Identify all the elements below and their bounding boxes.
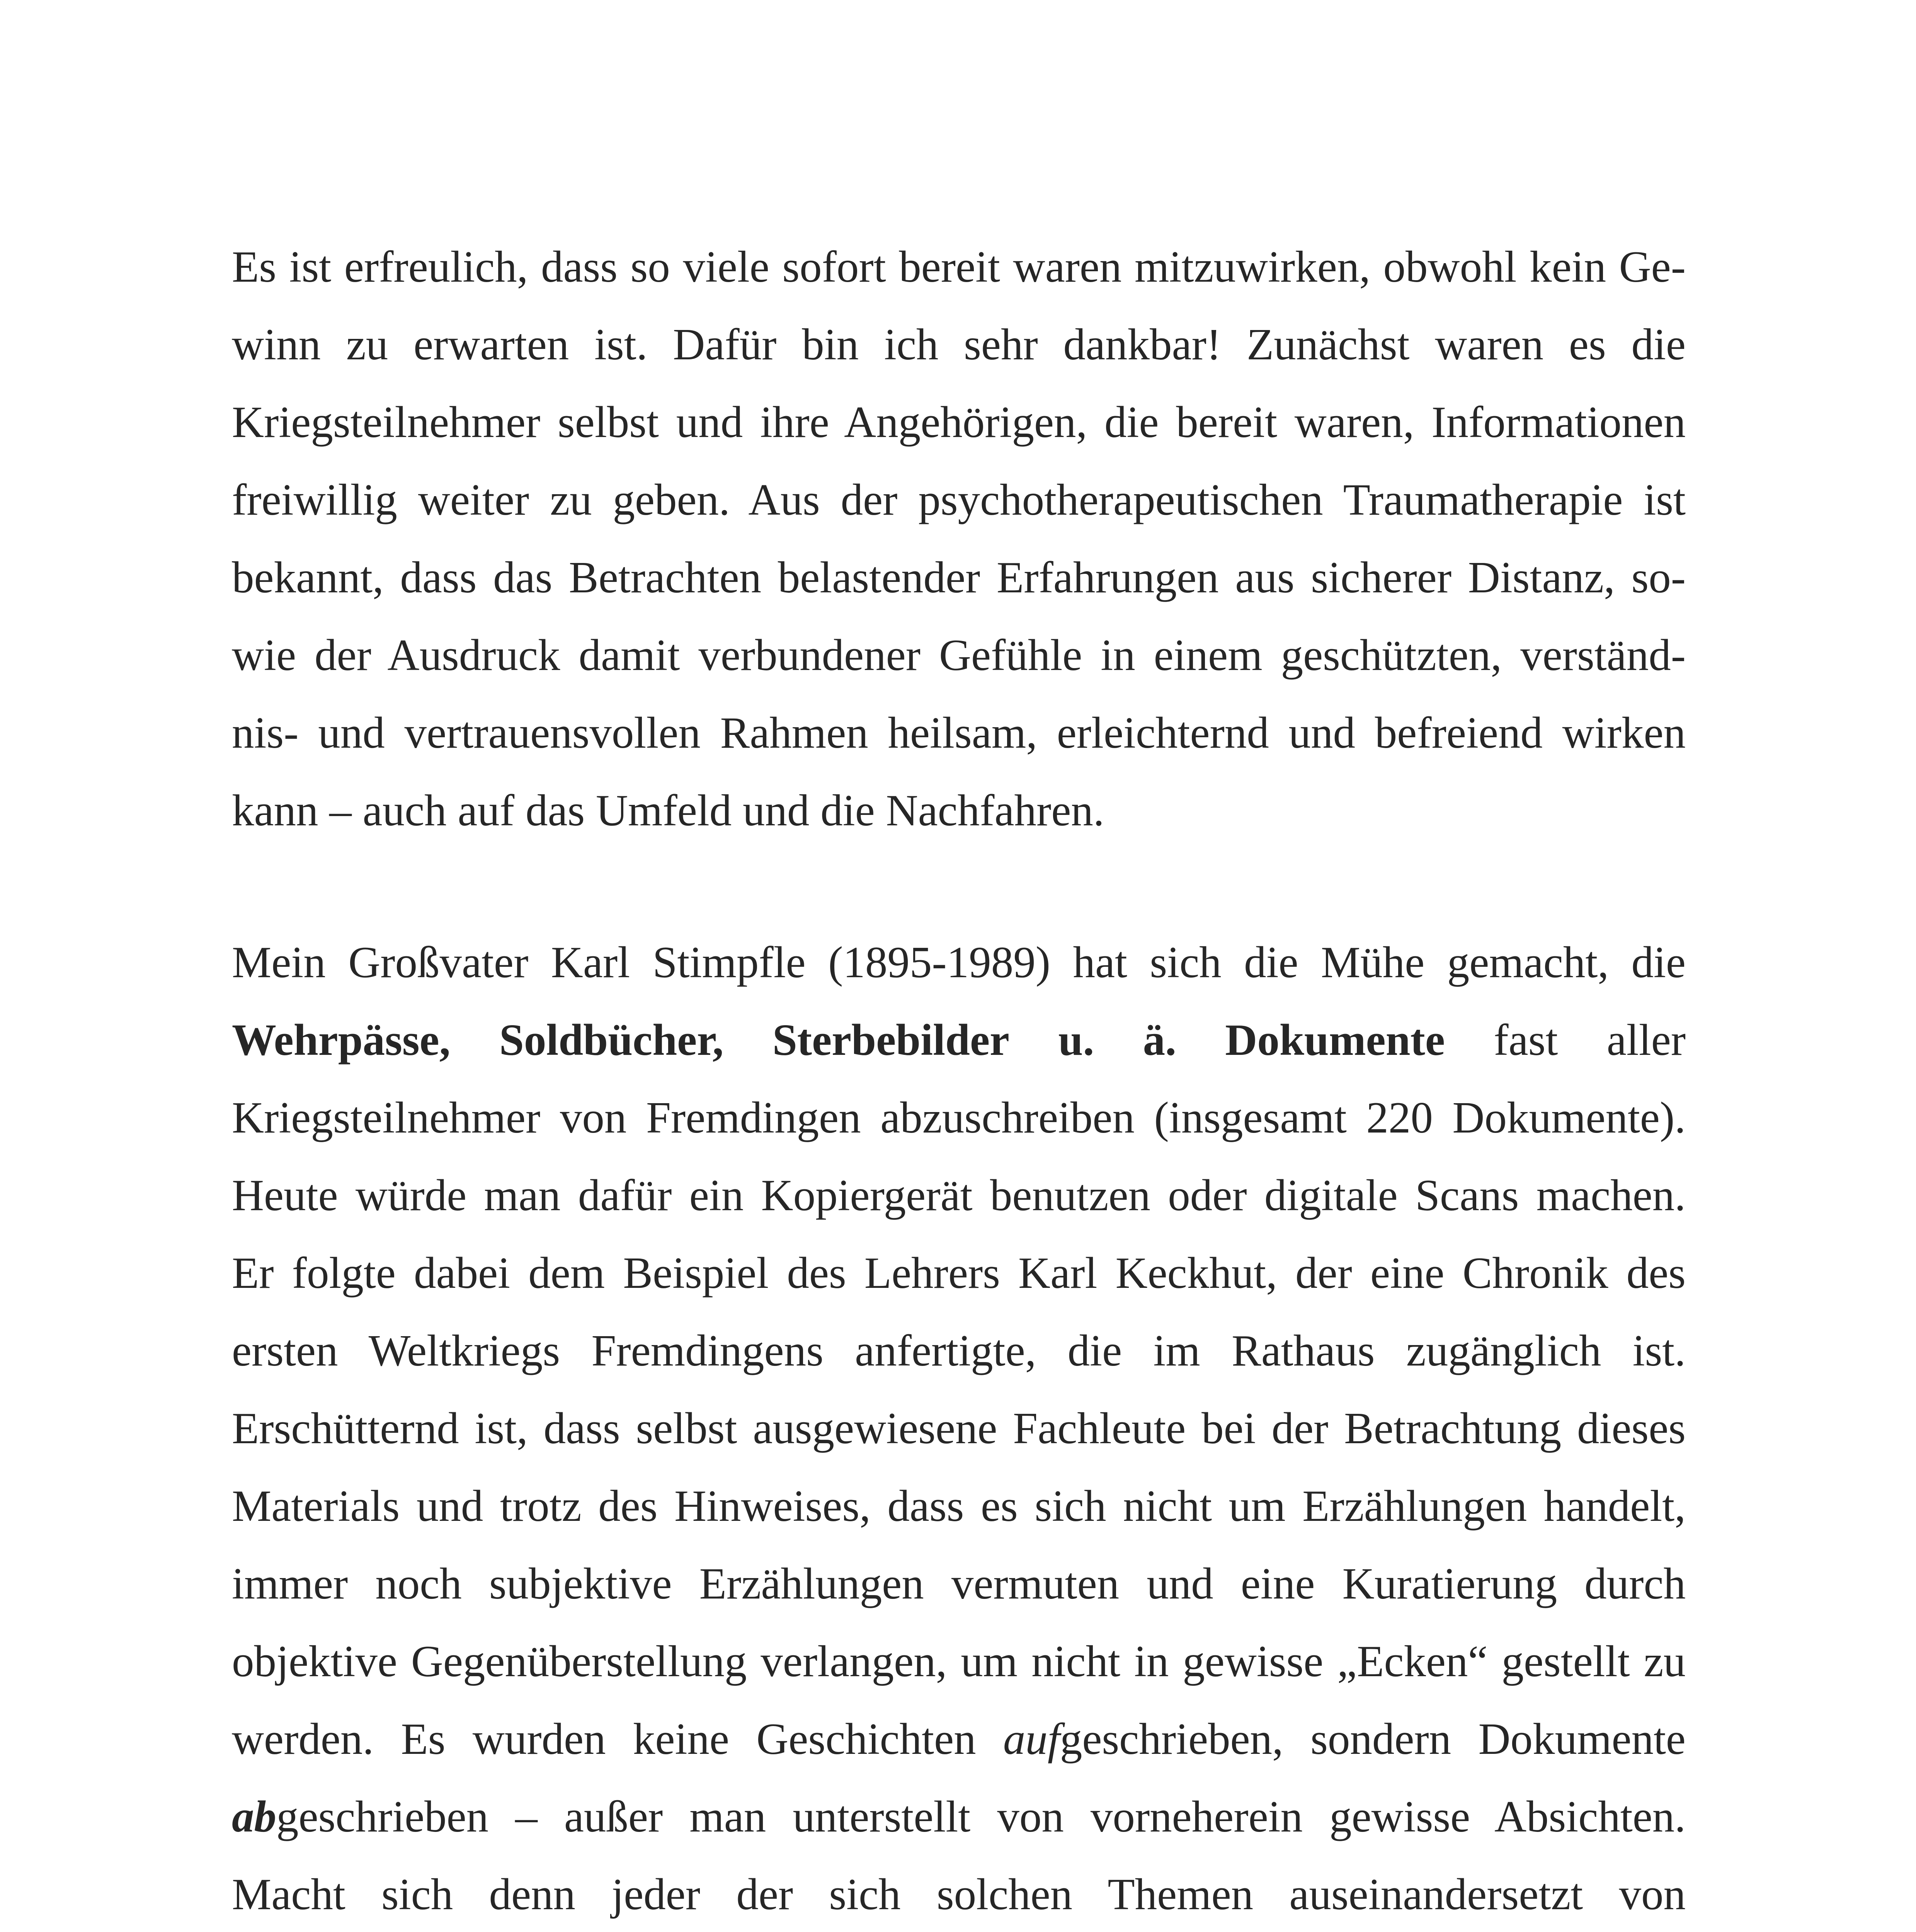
paragraph-2: [232, 923, 1686, 1932]
text-line: freiwillig weiter zu geben. Aus der psychotherapeutischen Traumatherapie ist: [232, 475, 1686, 524]
text-line: Mein Großvater Karl Stimpfle (1895-1989) hat sich die Mühe gemacht, die: [232, 938, 1686, 987]
bold-term: ä.: [1143, 1015, 1176, 1065]
bold-term: Wehrpässe,: [232, 1015, 451, 1065]
bold-italic-emphasis: ab: [232, 1792, 276, 1841]
text-run: geschrieben – außer man unterstellt von vorneherein gewisse Absichten.: [276, 1792, 1686, 1841]
text-line: Er folgte dabei dem Beispiel des Lehrers Karl Keckhut, der eine Chronik des: [232, 1248, 1686, 1298]
text-line-bold-documents: [232, 1001, 1686, 1079]
text-line: Es ist erfreulich, dass so viele sofort bereit waren mitzuwirken, obwohl kein Ge-: [232, 242, 1686, 291]
text-line: Kriegsteilnehmer selbst und ihre Angehörigen, die bereit waren, Informationen: [232, 398, 1686, 447]
bold-term: u.: [1058, 1015, 1094, 1065]
text-line: Materials und trotz des Hinweises, dass es sich nicht um Erzählungen handelt,: [232, 1481, 1686, 1531]
word: aller: [1606, 1015, 1686, 1065]
text-line: Erschütternd ist, dass selbst ausgewiesene Fachleute bei der Betrachtung dieses: [232, 1404, 1686, 1453]
text-run: geschrieben, sondern Dokumente: [1060, 1714, 1686, 1764]
italic-emphasis: auf: [1003, 1714, 1060, 1764]
text-line: ersten Weltkriegs Fremdingens anfertigte, die im Rathaus zugänglich ist.: [232, 1326, 1686, 1375]
bold-term: Dokumente: [1225, 1015, 1445, 1065]
paragraph-1: [232, 228, 1686, 849]
bold-term: Sterbebilder: [772, 1015, 1010, 1065]
word: fast: [1494, 1015, 1558, 1065]
text-line-bold-ab: [232, 1778, 1686, 1855]
text-line: Kriegsteilnehmer von Fremdingen abzuschreiben (insgesamt 220 Dokumente).: [232, 1093, 1686, 1142]
bold-term: Soldbücher,: [499, 1015, 724, 1065]
text-line: wie der Ausdruck damit verbundener Gefühle in einem geschützten, verständ-: [232, 631, 1686, 680]
text-run: werden. Es wurden keine Geschichten: [232, 1714, 1003, 1764]
text-line: objektive Gegenüberstellung verlangen, um nicht in gewisse „Ecken“ gestellt zu: [232, 1637, 1686, 1686]
text-line: bekannt, dass das Betrachten belastender Erfahrungen aus sicherer Distanz, so-: [232, 553, 1686, 602]
text-line-italic-auf: [232, 1700, 1686, 1778]
text-line: kann – auch auf das Umfeld und die Nachfahren.: [232, 786, 1104, 835]
text-line: Heute würde man dafür ein Kopiergerät benutzen oder digitale Scans machen.: [232, 1171, 1686, 1220]
text-line: winn zu erwarten ist. Dafür bin ich sehr dankbar! Zunächst waren es die: [232, 320, 1686, 369]
text-line: nis- und vertrauensvollen Rahmen heilsam, erleichternd und befreiend wirken: [232, 708, 1686, 757]
text-line: immer noch subjektive Erzählungen vermuten und eine Kuratierung durch: [232, 1559, 1686, 1608]
text-line: Macht sich denn jeder der sich solchen Themen auseinandersetzt von: [232, 1870, 1686, 1919]
